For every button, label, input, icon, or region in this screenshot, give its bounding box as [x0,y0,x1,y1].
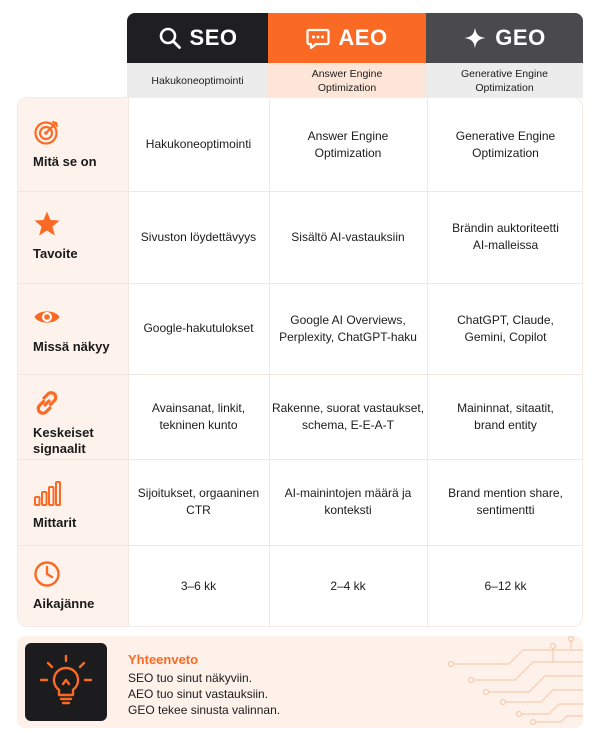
row-label-tavoite [33,210,125,262]
chat-bubble-icon [306,26,330,50]
cell-seo-missa-nakyy: Google-hakutulokset [143,321,254,335]
cell-seo-mittarit [128,459,269,545]
bar-chart-icon [33,479,61,507]
cell-text: Google AI Overviews, Perplexity, ChatGPT-haku [279,312,417,344]
clock-icon [33,560,61,588]
cell-seo-tavoite: Sivuston löydettävyys [140,229,257,244]
lightbulb-icon [40,654,92,710]
geo-subheader-text: Generative Engine Optimization [461,67,548,94]
geo-column-header [426,13,583,63]
cell-geo-tavoite [427,191,583,283]
cell-text: Maininnat, sitaatit, brand entity [457,400,554,432]
cell-geo-aikajanne: 6–12 kk [484,579,527,593]
cell-text: Brändin auktoriteetti AI-malleissa [452,221,559,252]
lightbulb-icon-box [25,643,107,721]
eye-icon [33,303,61,331]
summary-title: Yhteenveto [128,652,199,667]
star-icon [33,210,61,238]
aeo-subheader [268,63,426,98]
cell-aeo-tavoite: Sisältö AI-vastauksiin [291,229,405,244]
row-label-text: Keskeiset signaalit [33,425,94,456]
search-icon [158,26,182,50]
row-label-mita-se-on [33,118,125,170]
sparkle-icon [463,26,487,50]
cell-aeo-keskeiset-signaalit [269,374,427,459]
cell-seo-keskeiset-signaalit [128,374,269,459]
circuit-decoration [283,636,583,728]
aeo-column-header [268,13,426,63]
row-label-text: Mitä se on [33,154,97,169]
cell-text: Rakenne, suorat vastaukset, schema, E-E-A-T [271,400,425,432]
cell-aeo-aikajanne: 2–4 kk [330,579,366,593]
cell-text: Generative Engine Optimization [455,128,556,160]
cell-text: Brand mention share, sentimentti [448,486,563,517]
summary-box [17,636,583,728]
row-label-aikajanne [33,560,125,612]
row-label-text: Aikajänne [33,596,95,611]
aeo-subheader-text: Answer Engine Optimization [311,67,383,94]
cell-seo-aikajanne: 3–6 kk [180,579,217,593]
aeo-header-label: AEO [338,25,388,50]
summary-line-aeo: AEO tuo sinut vastauksiin. [128,687,269,701]
geo-header-label: GEO [495,25,546,50]
comparison-table [17,97,583,627]
cell-text: AI-mainintojen määrä ja konteksti [284,486,412,517]
row-label-mittarit [33,479,125,531]
row-label-text: Mittarit [33,515,77,530]
cell-geo-missa-nakyy [427,283,583,374]
cell-geo-mita-se-on [427,98,583,191]
row-label-missa-nakyy [33,303,125,355]
cell-text: Avainsanat, linkit, tekninen kunto [151,400,246,432]
cell-seo-mita-se-on: Hakukoneoptimointi [145,137,252,151]
summary-line-seo: SEO tuo sinut näkyviin. [128,671,253,685]
row-label-text: Tavoite [33,246,78,261]
row-label-text: Missä näkyy [33,339,110,354]
cell-text: Answer Engine Optimization [307,128,389,160]
cell-geo-mittarit [427,459,583,545]
row-label-column [18,98,128,626]
cell-aeo-mita-se-on [269,98,427,191]
cell-text: Sijoitukset, orgaaninen CTR [137,486,260,517]
seo-subheader: Hakukoneoptimointi [127,63,268,98]
link-icon [33,389,61,417]
summary-line-geo: GEO tekee sinusta valinnan. [128,703,281,717]
cell-text: ChatGPT, Claude, Gemini, Copilot [457,312,554,344]
cell-geo-keskeiset-signaalit [427,374,583,459]
seo-header-label: SEO [189,25,238,50]
cell-aeo-missa-nakyy [269,283,427,374]
cell-aeo-mittarit [269,459,427,545]
seo-column-header [127,13,268,63]
row-label-keskeiset-signaalit [33,389,125,457]
target-icon [33,118,61,146]
geo-subheader [426,63,583,98]
